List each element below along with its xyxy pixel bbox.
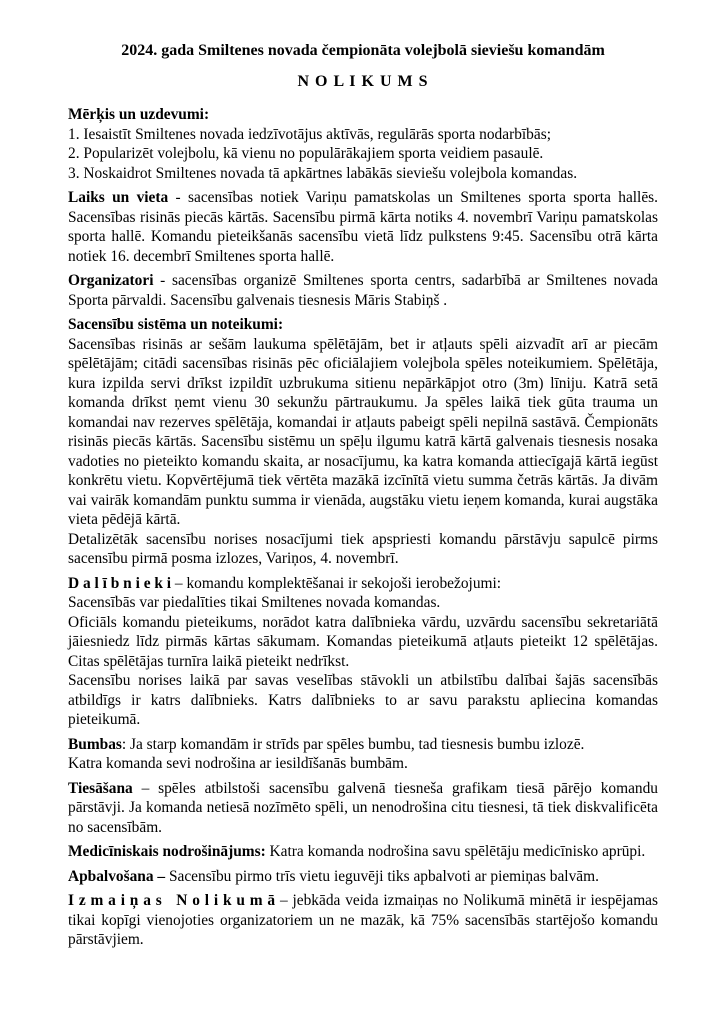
paragraph: Sacensības risinās ar sešām laukuma spēlētājām, bet ir atļauts spēli aizvadīt arī ar piecām spēlētājām; citādi sacensības risinās pēc oficiālajiem volejbola spēles noteikumiem. Spēlētāja, kura izpilda servi drīkst izpildīt uzbrukuma sitienu nepārkāpjot otro (3m) līniju. Katrā setā komanda drīkst ņemt vienu 30 sekunžu pārtraukumu. Ja spēles laikā tiek gūta trauma un komandai nav rezerves spēlētāja, komandai ir atļauts pabeigt spēli nepilnā sastāvā. Čempionāts risinās piecās kārtās. Sacensību sistēmu un spēļu ilgumu katrā kārtā galvenais tiesnesis nosaka vadoties no pieteikto komandu skaita, ar nosacījumu, ka katra komanda attiecīgajā kārtā iegūst konkrētu vietu. Kopvērtējumā tiek vērtēta mazākā izcīnītā vietu summa četrās kārtās. Ja divām vai vairāk komandām punktu summa ir vienāda, augstāku vietu ieņem komanda, kurai augstāka vieta pēdējā kārtā. (68, 335, 658, 528)
section-laiks-un-vieta (68, 188, 658, 266)
section-tiesasana (68, 779, 658, 838)
paragraph-text: Sacensību pirmo trīs vietu ieguvēji tiks apbalvoti ar piemiņas balvām. (165, 867, 599, 885)
section-izmainas-nolikuma (68, 891, 658, 950)
document-title: 2024. gada Smiltenes novada čempionāta volejbolā sieviešu komandām (121, 42, 605, 59)
paragraph: Sacensībās var piedalīties tikai Smiltenes novada komandas. (68, 594, 441, 611)
section-bumbas (68, 735, 658, 774)
paragraph: Detalizētāk sacensību norises nosacījumi tiek apspriesti komandu pārstāvju sapulcē pirms sacensību pirmā posma izlozes, Variņos, 4. novembrī. (68, 530, 658, 567)
paragraph: Sacensību norises laikā par savas veselības stāvokli un atbilstību dalībai šajās sacensībās atbildīgs ir katrs dalībnieks. Katrs dalībnieks to ar savu parakstu apliecina komandas pieteikumā. (68, 672, 658, 728)
section-dalibnieki (68, 574, 658, 730)
paragraph (68, 188, 658, 266)
paragraph-text: – jebkāda veida izmaiņas no Nolikumā minētā ir iespējamas tikai kopīgi vienojoties organizatoriem un ne mazāk, kā 75% sacensībās startējošo komandu pārstāvjiem. (68, 892, 659, 948)
paragraph-text: – spēles atbilstoši sacensību galvenā tiesneša grafikam tiesā pārējo komandu pārstāvji. Ja komanda netiesā nozīmēto spēli, un nenodrošina citu tiesnesi, tā tiek diskvalificēta no sacensībām. (68, 779, 658, 836)
section-heading: I z m a i ņ a s N o l i k u m ā (68, 892, 276, 909)
section-heading: Laiks un vieta (68, 189, 169, 206)
section-heading: Tiesāšana (68, 779, 133, 797)
paragraph-text: – komandu komplektēšanai ir sekojoši ierobežojumi: (171, 574, 502, 592)
section-apbalvosana (68, 867, 658, 887)
paragraph (68, 779, 658, 838)
list-item: 1. Iesaistīt Smiltenes novada iedzīvotājus aktīvās, regulārās sporta nodarbībās; (68, 125, 551, 143)
section-merkis-un-uzdevumi (68, 105, 658, 183)
paragraph-text: : Ja starp komandām ir strīds par spēles bumbu, tad tiesnesis bumbu izlozē. (121, 735, 585, 753)
list-item: 3. Noskaidrot Smiltenes novada tā apkārtnes labākās sieviešu volejbola komandas. (68, 164, 578, 182)
section-heading: Mērķis un uzdevumi: (68, 106, 210, 123)
section-heading: Apbalvošana – (68, 867, 166, 885)
section-heading: Bumbas (68, 735, 122, 753)
paragraph-text: Katra komanda nodrošina savu spēlētāju medicīnisko aprūpi. (265, 843, 646, 860)
paragraph-text: - sacensības organizē Smiltenes sporta centrs, sadarbībā ar Smiltenes novada Sporta pārvaldi. Sacensību galvenais tiesnesis Māris Stabiņš . (68, 272, 658, 309)
paragraph: Katra komanda sevi nodrošina ar iesildīšanās bumbām. (68, 755, 408, 772)
document-subtitle: N O L I K U M S (297, 72, 429, 90)
paragraph-text: - sacensības notiek Variņu pamatskolas un Smiltenes sporta sporta hallēs. Sacensības risinās piecās kārtās. Sacensību pirmā kārta notiks 4. novembrī Variņu pamatskolas sporta hallē. Komandu pieteikšanās sacensību vietā līdz pulkstens 9:45. Sacensību otrā kārta notiek 16. decembrī Smiltenes sporta hallē. (68, 189, 658, 265)
list-item: 2. Popularizēt volejbolu, kā vienu no populārākajiem sporta veidiem pasaulē. (68, 145, 544, 162)
paragraph (68, 574, 658, 594)
section-heading: Sacensību sistēma un noteikumi: (68, 316, 284, 333)
paragraph: Oficiāls komandu pieteikums, norādot katra dalībnieka vārdu, uzvārdu sacensību sekretariātā jāiesniedz līdz pirmās kārtas sākumam. Komandas pieteikumā atļauts pieteikt 12 spēlētājas. Citas spēlētājas turnīra laikā pieteikt nedrīkst. (68, 613, 658, 670)
section-heading: Organizatori (68, 272, 154, 289)
paragraph (68, 271, 658, 310)
paragraph (68, 891, 658, 950)
paragraph (68, 867, 658, 887)
section-heading: D a l ī b n i e k i (68, 574, 172, 592)
section-heading: Medicīniskais nodrošinājums: (68, 843, 266, 860)
section-organizatori (68, 271, 658, 310)
paragraph (68, 842, 658, 862)
paragraph (68, 735, 658, 755)
section-sacensibu-sistema (68, 315, 658, 569)
section-mediciniskais-nodrosinajums (68, 842, 658, 862)
